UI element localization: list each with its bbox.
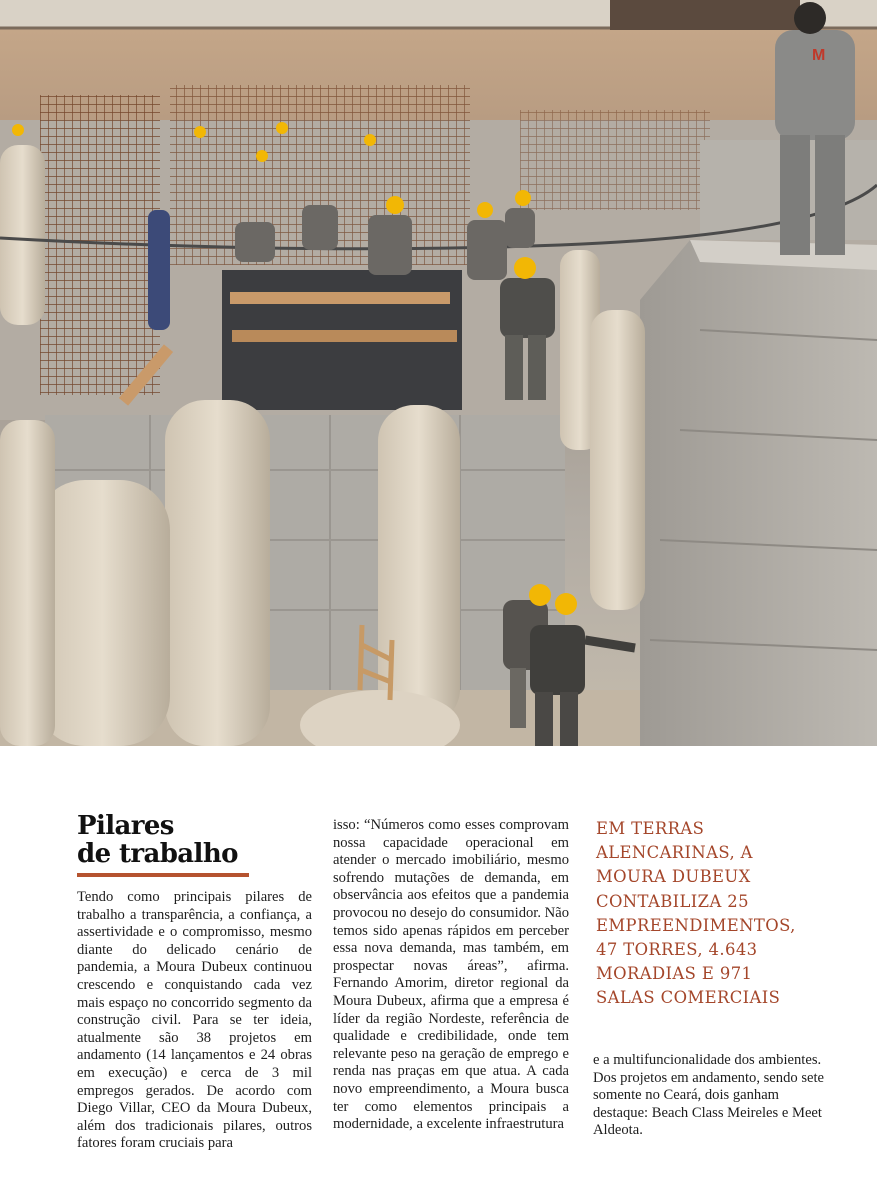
pillar — [35, 480, 170, 746]
pull-quote-line: 47 TORRES, 4.643 — [596, 940, 758, 960]
body-column-2 — [333, 817, 569, 1134]
pull-quote-line: MOURA DUBEUX — [596, 867, 751, 887]
pull-quote-line: ALENCARINAS, A — [596, 843, 753, 863]
concrete-block-right — [640, 240, 877, 746]
pillar — [0, 420, 55, 746]
svg-text:M: M — [812, 47, 826, 64]
body-paragraph: e a multifuncionalidade dos ambientes. Dos projetos em andamento, sendo sete somente no Ceará, dois ganham destaque: Beach Class Meireles e Meet Aldeota. — [593, 1052, 825, 1139]
pull-quote-line: SALAS COMERCIAIS — [596, 988, 781, 1008]
pull-quote-line: EM TERRAS — [596, 819, 705, 838]
worker-standing-right — [775, 2, 855, 255]
pull-quote — [596, 817, 828, 1011]
body-paragraph: isso: “Números como esses comprovam nossa capacidade operacional em atender o mercado imobiliário, mesmo sofrendo mutações de demanda, em observância aos efeitos que a pandemia provocou no desejo do consumidor. Não temos sido apenas rápidos em perceber essa nova demanda, mas também, em prospectar novas áreas”, afirma. Fernando Amorim, diretor regional da Moura Dubeux, afirma que a empresa é líder da região Nordeste, referência de qualidade e credibilidade, onde tem relevante peso na geração de emprego e renda nas praças em que atua. A cada novo empreendimento, a Moura busca ter como elementos principais a modernidade, a excelente infraestrutura — [333, 817, 569, 1133]
pillar — [0, 145, 45, 325]
body-column-1 — [77, 889, 312, 1153]
section-heading-line: Pilares — [77, 811, 174, 841]
pull-quote-line: MORADIAS E 971 — [596, 964, 753, 984]
pull-quote-line: EMPREENDIMENTOS, — [596, 915, 796, 935]
section-heading-line: de trabalho — [77, 839, 238, 869]
heading-accent-rule — [77, 873, 249, 877]
body-paragraph: Tendo como principais pilares de trabalho a transparência, a confiança, a assertividade e o compromisso, mesmo diante do delicado cenário de pandemia, a Moura Dubeux continuou crescendo e conquistando cada vez mais espaço no concorrido segmento da construção civil. Para se ter ideia, atualmente são 38 projetos em andamento (14 lançamentos e 24 obras em execução) e cerca de 3 mil empregos gerados. De acordo com Diego Villar, CEO da Moura Dubeux, além dos tradicionais pilares, outros fatores foram cruciais para — [77, 889, 312, 1152]
body-column-3 — [593, 1052, 829, 1140]
pillar — [165, 400, 270, 746]
section-heading — [77, 812, 252, 868]
pull-quote-line: CONTABILIZA 25 — [596, 891, 749, 911]
